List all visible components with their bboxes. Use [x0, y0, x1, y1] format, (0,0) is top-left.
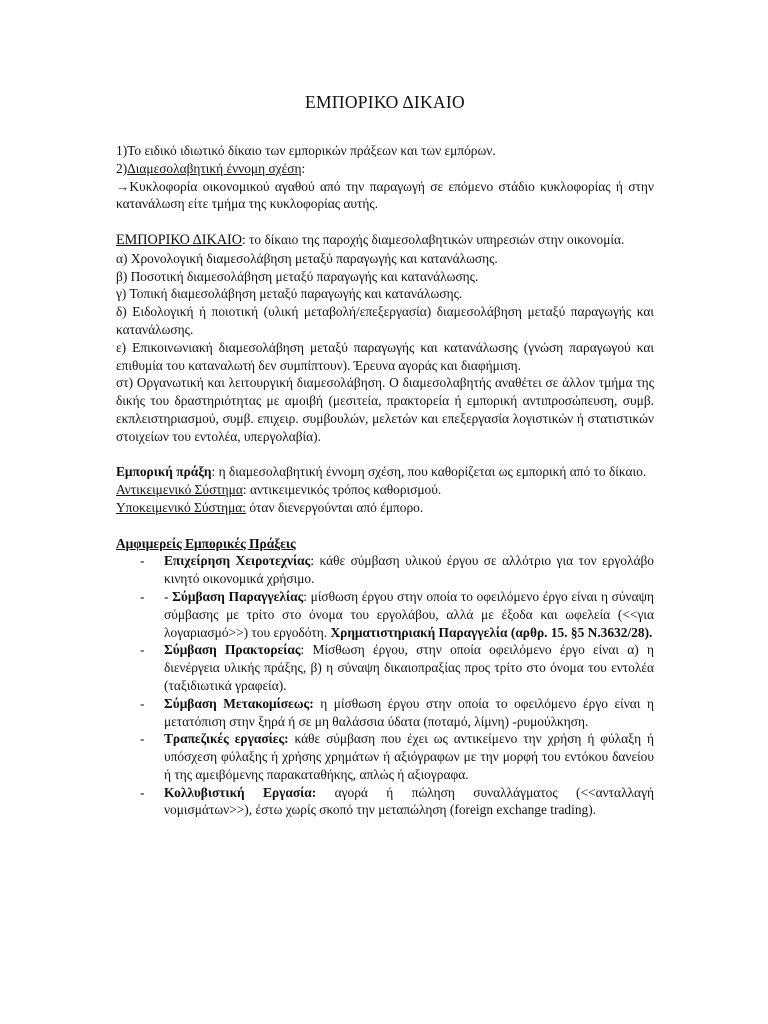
document-title: ΕΜΠΟΡΙΚΟ ΔΙΚΑΙΟ [305, 92, 465, 112]
list-item [140, 695, 654, 731]
list-item-term: Σύμβαση Πρακτορείας [164, 642, 301, 658]
intro-line-2 [116, 160, 654, 178]
list-item-text: η μίσθωση έργου στην οποία το οφειλόμενο έργο είναι η μετατόπιση στην ξηρά ή σε μη θαλάσσια ύδατα (ποταμό, λίμνη) -ρυμούλκηση. [164, 695, 654, 729]
list-item-term: Τραπεζικές εργασίες: [164, 731, 289, 747]
list-dash: - [140, 642, 145, 658]
subjective-system-text: όταν διενεργούνται από έμπορο. [246, 499, 424, 515]
intro-line-1: 1)Το ειδικό ιδιωτικό δίκαιο των εμπορικών πράξεων και των εμπόρων. [116, 143, 496, 158]
definition-point-st: στ) Οργανωτική και λειτουργική διαμεσολάβηση. Ο διαμεσολαβητής αναθέτει σε άλλον τμήμα της δικής του δραστηριότητας με αμοιβή (μεσιτεία, πρακτορεία ή εμπορική αντιπροσώπευση, συμβ. εκπλειστηριασμού, συμβ. επιχειρ. συμβουλών, μελετών και επεξεργασία λογιστικών ή στατιστικών στοιχείων του εντολέα, υπεργολαβία). [116, 375, 654, 444]
list-dash: - [140, 553, 145, 569]
list-item [140, 588, 654, 641]
spacer [116, 213, 654, 231]
definition-point-e: ε) Επικοινωνιακή διαμεσολάβηση μεταξύ παραγωγής και κατανάλωσης (γνώση παραγωγού και επιθυμία του καταναλωτή δεν συμπίπτουν). Έρευνα αγοράς και διαφήμιση. [116, 339, 654, 373]
intro-line-2-prefix: 2) [116, 160, 128, 176]
list-item-text: : Μίσθωση έργου, στην οποία οφειλόμενο έργο είναι α) η διενέργεια υλικής πράξης, β) η σύναψη δικαιοπραξίας προς τρίτο στο όνομα του εντολέα (ταξιδιωτικά γραφεία). [164, 642, 654, 693]
list-item [140, 641, 654, 694]
definition-point-d: δ) Ειδολογική ή ποιοτική (υλική μεταβολή/επεξεργασία) διαμεσολάβηση μεταξύ παραγωγής και κατανάλωσης. [116, 304, 654, 337]
subjective-system-line [116, 499, 654, 517]
intro-line-2-suffix: : [301, 160, 306, 176]
list-item-text: : μίσθωση έργου στην οποία το οφειλόμενο έργο είναι η σύναψη σύμβασης με τρίτο στο όνομα του εργολάβου, αλλά με έξοδα και ωφελεία (<<για λογαριασμό>>) του εργοδότη. [164, 588, 654, 640]
list-item [140, 730, 654, 783]
spacer [116, 446, 654, 464]
definition-point-c: γ) Τοπική διαμεσολάβηση μεταξύ παραγωγής και κατανάλωσης. [116, 286, 463, 302]
list-dash: - [140, 695, 145, 711]
list-item-term: Σύμβαση Παραγγελίας [172, 588, 304, 604]
definition-point-b: β) Ποσοτική διαμεσολάβηση μεταξύ παραγωγής και κατανάλωσης. [116, 268, 479, 284]
commercial-act-paragraph [116, 463, 654, 481]
list-item-text: αγορά ή πώληση συναλλάγματος (<<ανταλλαγή νομισμάτων>>), έστω χωρίς σκοπό την μεταπώληση (foreign exchange trading). [164, 784, 654, 818]
list-item-text: κάθε σύμβαση που έχει ως αντικείμενο την χρήση ή φύλαξη ή υπόσχεση φύλαξης ή χρήσης χρημάτων ή αξιόγραφων με την μορφή του εντόκου δανείου ή της αμειβόμενης παρακαταθήκης, απλώς ή αξιογραφα. [164, 731, 654, 782]
list-item-term: Επιχείρηση Χειροτεχνίας [164, 553, 311, 569]
definition-paragraph [116, 231, 654, 250]
list-item [140, 784, 654, 820]
intro-line-3: →Κυκλοφορία οικονομικού αγαθού από την παραγωγή σε επόμενο στάδιο κυκλοφορίας ή στην κατανάλωση είτε τμήμα της κυκλοφορίας αυτής. [116, 178, 654, 212]
list-item-tail: Χρηματιστηριακή Παραγγελία (αρθρ. 15. §5 Ν.3632/28). [330, 624, 653, 640]
list-item [140, 552, 654, 588]
definition-point-a: α) Χρονολογική διαμεσολάβηση μεταξύ παραγωγής και κατανάλωσης. [116, 250, 498, 266]
list-item-term: Σύμβαση Μετακομίσεως: [164, 695, 314, 711]
intro-line-2-underlined: Διαμεσολαβητική έννομη σχέση [127, 160, 302, 176]
subjective-system-term: Υποκειμενικό Σύστημα: [116, 499, 246, 515]
objective-system-term: Αντικειμενικό Σύστημα [116, 482, 243, 498]
commercial-act-text: : η διαμεσολαβητική έννομη σχέση, που καθορίζεται ως εμπορική από το δίκαιο. [211, 464, 647, 480]
commercial-act-term: Εμπορική πράξη [116, 464, 212, 480]
list-dash: - [140, 588, 145, 604]
objective-system-line [116, 481, 654, 499]
commercial-acts-list [116, 552, 654, 819]
list-dash: - [140, 784, 145, 800]
objective-system-text: : αντικειμενικός τρόπος καθορισμού. [242, 482, 442, 498]
list-item-lead: - [164, 588, 173, 604]
section-heading: Αμφιμερείς Εμπορικές Πράξεις [116, 535, 296, 551]
list-dash: - [140, 731, 145, 747]
definition-term: ΕΜΠΟΡΙΚΟ ΔΙΚΑΙΟ [116, 231, 242, 248]
spacer [116, 517, 654, 535]
definition-text: : το δίκαιο της παροχής διαμεσολαβητικών υπηρεσιών στην οικονομία. [241, 231, 625, 247]
list-item-term: Κολλυβιστική Εργασία: [164, 784, 317, 800]
list-item-text: : κάθε σύμβαση υλικού έργου σε αλλότριο για τον εργολάβο κινητό οικονομικά χρήσιμο. [164, 553, 654, 587]
